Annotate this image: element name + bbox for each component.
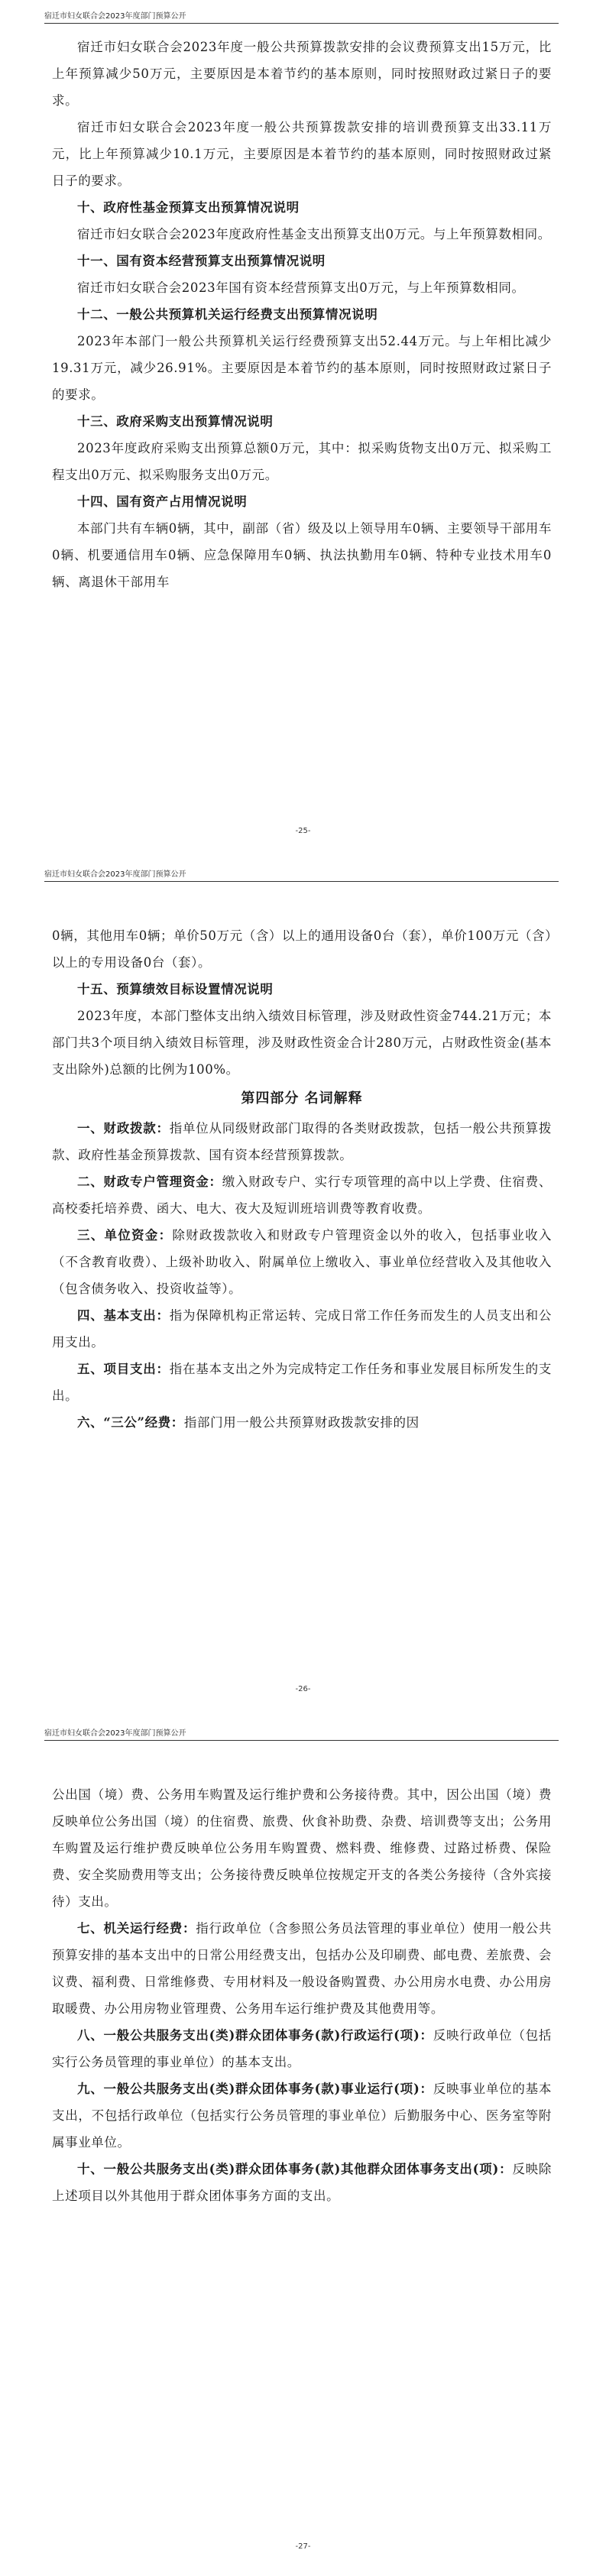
term-definition bbox=[52, 1168, 552, 1222]
term-description: 指单位从同级财政部门取得的各类财政拨款，包括一般公共预算拨款、政府性基金预算拨款、国有资本经营预算拨款。 bbox=[52, 1121, 552, 1162]
document-page bbox=[0, 1717, 606, 2576]
term-description: 缴入财政专户、实行专项管理的高中以上学费、住宿费、高校委托培养费、函大、电大、夜大及短训班培训费等教育收费。 bbox=[52, 1175, 552, 1216]
section-heading: 十、政府性基金预算支出预算情况说明 bbox=[77, 200, 300, 215]
term-label: 二、财政专户管理资金： bbox=[77, 1175, 222, 1189]
header-divider bbox=[44, 1740, 559, 1741]
body-paragraph: 公出国（境）费、公务用车购置及运行维护费和公务接待费。其中，因公出国（境）费反映单位公务出国（境）的住宿费、旅费、伙食补助费、杂费、培训费等支出；公务用车购置及运行维护费反映单位公务用车购置费、燃料费、维修费、过路过桥费、保险费、安全奖励费用等支出；公务接待费反映单位按规定开支的各类公务接待（含外宾接待）支出。 bbox=[52, 1787, 552, 1909]
term-label: 八、一般公共服务支出(类)群众团体事务(款)行政运行(项)： bbox=[77, 2028, 433, 2043]
term-definition bbox=[52, 2156, 552, 2209]
section-heading: 十五、预算绩效目标设置情况说明 bbox=[77, 982, 274, 996]
section-heading: 十四、国有资产占用情况说明 bbox=[77, 494, 248, 509]
body-paragraph: 本部门共有车辆0辆，其中，副部（省）级及以上领导用车0辆、主要领导干部用车0辆、机要通信用车0辆、应急保障用车0辆、执法执勤用车0辆、特种专业技术用车0辆、离退休干部用车 bbox=[52, 521, 552, 589]
term-label: 一、财政拨款： bbox=[77, 1121, 170, 1136]
body-paragraph: 0辆，其他用车0辆；单价50万元（含）以上的通用设备0台（套），单价100万元（含）以上的专用设备0台（套）。 bbox=[52, 928, 552, 970]
term-label: 七、机关运行经费： bbox=[77, 1921, 196, 1936]
page-content bbox=[52, 922, 552, 1436]
term-definition bbox=[52, 1356, 552, 1409]
body-paragraph: 宿迁市妇女联合会2023年度政府性基金支出预算支出0万元。与上年预算数相同。 bbox=[77, 227, 551, 241]
header-divider bbox=[44, 23, 559, 24]
page-number: -26- bbox=[295, 1685, 311, 1693]
term-label: 五、项目支出： bbox=[77, 1362, 170, 1376]
term-definition bbox=[52, 2075, 552, 2156]
term-description: 除财政拨款收入和财政专户管理资金以外的收入，包括事业收入（不含教育收费）、上级补助收入、附属单位上缴收入、事业单位经营收入及其他收入（包含债务收入、投资收益等）。 bbox=[52, 1228, 552, 1296]
body-paragraph: 2023年本部门一般公共预算机关运行经费预算支出52.44万元。与上年相比减少19.31万元，减少26.91%。主要原因是本着节约的基本原则，同时按照财政过紧日子的要求。 bbox=[52, 334, 552, 402]
term-definition bbox=[52, 1409, 552, 1436]
term-definition bbox=[52, 1915, 552, 2022]
term-description: 反映事业单位的基本支出，不包括行政单位（包括实行公务员管理的事业单位）后勤服务中心、医务室等附属事业单位。 bbox=[52, 2082, 552, 2150]
section-heading: 十二、一般公共预算机关运行经费支出预算情况说明 bbox=[77, 307, 378, 322]
body-paragraph: 2023年度政府采购支出预算总额0万元，其中：拟采购货物支出0万元、拟采购工程支出0万元、拟采购服务支出0万元。 bbox=[52, 441, 552, 482]
section-heading: 十一、国有资本经营预算支出预算情况说明 bbox=[77, 254, 326, 268]
page-number: -25- bbox=[295, 827, 311, 835]
page-content bbox=[52, 1781, 552, 2209]
term-label: 十、一般公共服务支出(类)群众团体事务(款)其他群众团体事务支出(项)： bbox=[77, 2162, 513, 2176]
document-page bbox=[0, 858, 606, 1717]
term-label: 四、基本支出： bbox=[77, 1308, 170, 1323]
term-label: 九、一般公共服务支出(类)群众团体事务(款)事业运行(项)： bbox=[77, 2082, 433, 2096]
term-description: 指为保障机构正常运转、完成日常工作任务而发生的人员支出和公用支出。 bbox=[52, 1308, 552, 1350]
body-paragraph: 2023年度，本部门整体支出纳入绩效目标管理，涉及财政性资金744.21万元；本部门共3个项目纳入绩效目标管理，涉及财政性资金合计280万元，占财政性资金(基本支出除外)总额的比例为100%。 bbox=[52, 1009, 552, 1077]
section-heading: 十三、政府采购支出预算情况说明 bbox=[77, 414, 274, 429]
body-paragraph: 宿迁市妇女联合会2023年度一般公共预算拨款安排的会议费预算支出15万元，比上年预算减少50万元，主要原因是本着节约的基本原则，同时按照财政过紧日子的要求。 bbox=[52, 40, 552, 108]
term-label: 三、单位资金： bbox=[77, 1228, 173, 1243]
page-content bbox=[52, 34, 552, 595]
part-title: 第四部分 名词解释 bbox=[241, 1090, 363, 1107]
term-description: 反映行政单位（包括实行公务员管理的事业单位）的基本支出。 bbox=[52, 2028, 552, 2069]
term-description: 反映除上述项目以外其他用于群众团体事务方面的支出。 bbox=[52, 2162, 552, 2203]
term-definition bbox=[52, 1222, 552, 1302]
page-header: 宿迁市妇女联合会2023年度部门预算公开 bbox=[44, 12, 186, 21]
term-description: 指部门用一般公共预算财政拨款安排的因 bbox=[183, 1415, 420, 1430]
term-definition bbox=[52, 1115, 552, 1168]
header-divider bbox=[44, 881, 559, 882]
body-paragraph: 宿迁市妇女联合会2023年国有资本经营预算支出0万元，与上年预算数相同。 bbox=[77, 280, 525, 295]
term-description: 指行政单位（含参照公务员法管理的事业单位）使用一般公共预算安排的基本支出中的日常公用经费支出，包括办公及印刷费、邮电费、差旅费、会议费、福利费、日常维修费、专用材料及一般设备购置费、办公用房水电费、办公用房取暖费、办公用房物业管理费、公务用车运行维护费及其他费用等。 bbox=[52, 1921, 553, 2016]
page-number: -27- bbox=[295, 2542, 311, 2551]
page-header: 宿迁市妇女联合会2023年度部门预算公开 bbox=[44, 870, 186, 879]
document-page bbox=[0, 0, 606, 858]
body-paragraph: 宿迁市妇女联合会2023年度一般公共预算拨款安排的培训费预算支出33.11万元，比上年预算减少10.1万元，主要原因是本着节约的基本原则，同时按照财政过紧日子的要求。 bbox=[52, 120, 552, 188]
page-header: 宿迁市妇女联合会2023年度部门预算公开 bbox=[44, 1729, 186, 1738]
term-label: 六、“三公”经费： bbox=[77, 1415, 184, 1430]
term-definition bbox=[52, 2022, 552, 2075]
term-description: 指在基本支出之外为完成特定工作任务和事业发展目标所发生的支出。 bbox=[52, 1362, 552, 1403]
term-definition bbox=[52, 1302, 552, 1356]
